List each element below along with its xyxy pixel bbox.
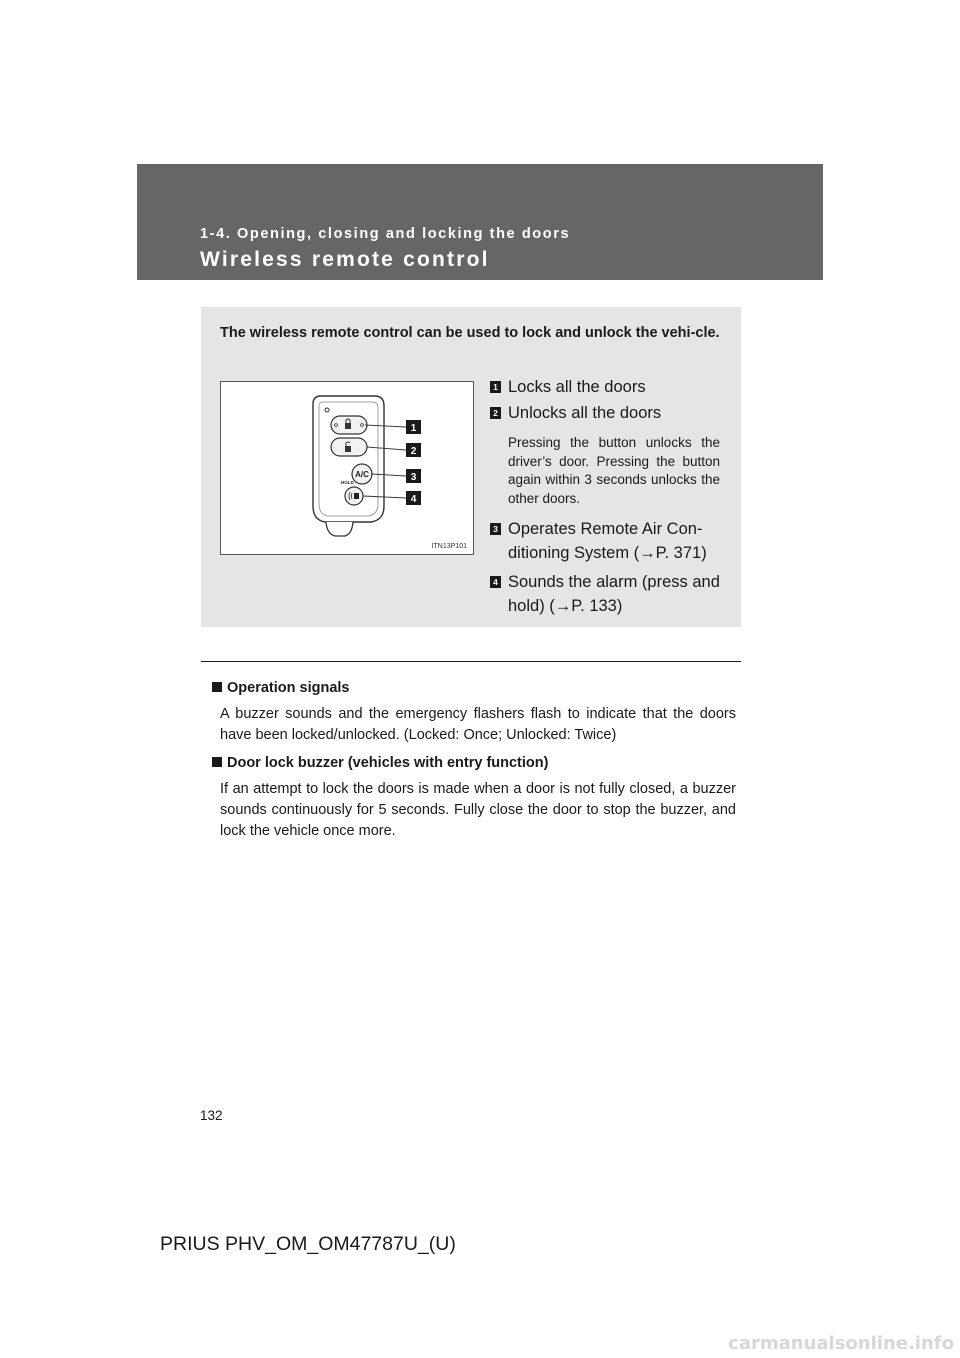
- note-heading-text: Door lock buzzer (vehicles with entry function): [227, 755, 549, 771]
- legend-note: Pressing the button unlocks the driver’s door. Pressing the button again within 3 seconds unlocks the other doors.: [508, 435, 720, 506]
- legend-list: [490, 375, 720, 618]
- legend-text: Unlocks all the doors: [508, 404, 662, 422]
- document-code: PRIUS PHV_OM_OM47787U_(U): [160, 1233, 456, 1255]
- section-label: 1-4. Opening, closing and locking the doors: [200, 226, 571, 242]
- note-heading-text: Operation signals: [227, 680, 350, 696]
- watermark: carmanualsonline.info: [728, 1333, 954, 1354]
- section-header: [137, 164, 823, 280]
- notes-section: [212, 678, 736, 849]
- info-box: [201, 307, 741, 627]
- square-bullet-icon: [212, 682, 222, 692]
- legend-item: [490, 570, 720, 618]
- note-heading: [212, 753, 736, 773]
- legend-item: [490, 401, 720, 425]
- figure-code: ITN13P101: [431, 543, 467, 550]
- divider: [201, 661, 741, 662]
- page-number: 132: [200, 1108, 223, 1123]
- number-badge: 3: [490, 523, 501, 535]
- number-badge: 1: [490, 381, 501, 393]
- page-title: Wireless remote control: [200, 248, 490, 271]
- legend-item: [490, 517, 720, 565]
- remote-illustration: [220, 381, 474, 555]
- square-bullet-icon: [212, 757, 222, 767]
- legend-text: Locks all the doors: [508, 378, 646, 396]
- key-fob-icon: [221, 382, 473, 554]
- callout-4: 4: [410, 494, 417, 505]
- intro-text: The wireless remote control can be used to lock and unlock the vehi-cle.: [220, 325, 720, 341]
- ac-label: A/C: [355, 470, 369, 479]
- note-body: If an attempt to lock the doors is made when a door is not fully closed, a buzzer sounds continuously for 5 seconds. Fully close the door to stop the buzzer, and lock the vehicle once more.: [220, 781, 736, 839]
- note-body: A buzzer sounds and the emergency flashers flash to indicate that the doors have been locked/unlocked. (Locked: Once; Unlocked: Twice): [220, 706, 736, 743]
- legend-text: Operates Remote Air Con-ditioning System (→P. 371): [508, 520, 707, 562]
- legend-text: Sounds the alarm (press and hold) (→P. 133): [508, 573, 720, 615]
- legend-item: [490, 375, 720, 399]
- number-badge: 2: [490, 407, 501, 419]
- callout-1: 1: [410, 423, 417, 434]
- callout-3: 3: [410, 472, 417, 483]
- callout-2: 2: [410, 446, 417, 457]
- hold-label: HOLD: [341, 480, 354, 485]
- note-heading: [212, 678, 736, 698]
- number-badge: 4: [490, 576, 501, 588]
